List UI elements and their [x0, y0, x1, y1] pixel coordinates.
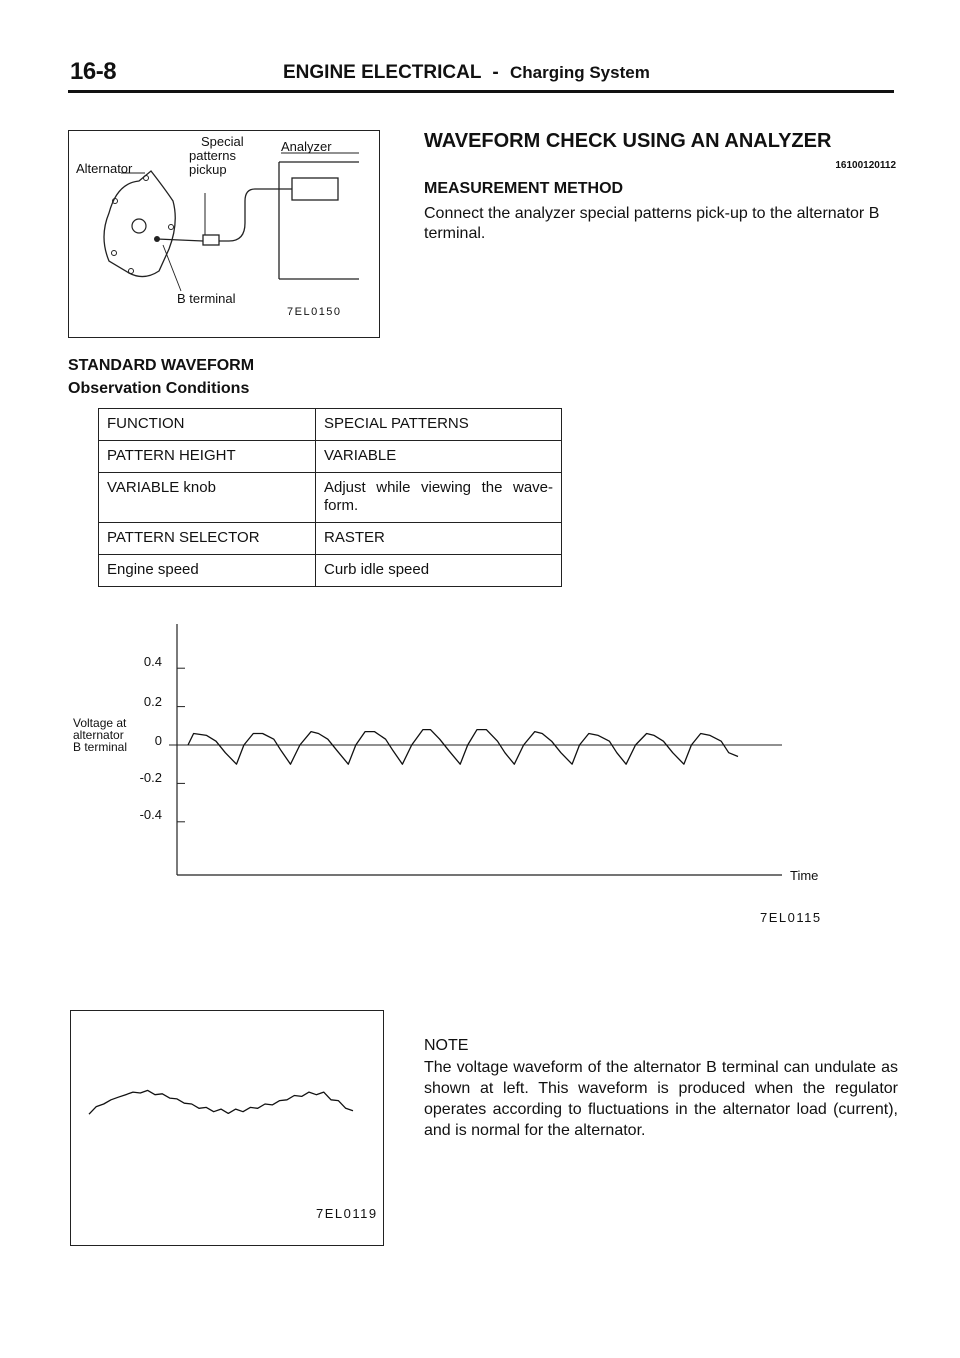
label-b-terminal: B terminal	[177, 291, 236, 306]
y-tick-label: 0.4	[143, 654, 162, 669]
alternator-bolt-2	[169, 225, 174, 230]
y-tick-label: 0.2	[143, 694, 162, 709]
table-cell-param: PATTERN HEIGHT	[99, 441, 316, 473]
section-title	[283, 62, 650, 84]
waveform-series-line	[188, 730, 738, 765]
measurement-method-text: Connect the analyzer special patterns pick-up to the alternator B terminal.	[424, 205, 880, 242]
y-axis-label-line: B terminal	[73, 740, 128, 754]
header-rule	[68, 90, 894, 93]
connection-figure	[68, 130, 380, 338]
table-row	[99, 441, 562, 473]
undulation-figure	[70, 1010, 384, 1246]
alternator-bolt-5	[144, 176, 149, 181]
undulation-series-line	[89, 1090, 353, 1114]
figure-code-2: 7EL0115	[760, 910, 822, 925]
y-axis-label	[73, 717, 127, 753]
document-code: 16100120112	[835, 160, 896, 171]
figure-code-3: 7EL0119	[316, 1206, 378, 1221]
table-cell-param: PATTERN SELECTOR	[99, 523, 316, 555]
analyzer-screen	[292, 178, 338, 200]
waveform-chart	[60, 620, 840, 890]
observation-conditions-title: Observation Conditions	[68, 380, 250, 397]
alternator-pulley	[132, 219, 146, 233]
page-number: 16-8	[70, 58, 117, 85]
note-title: NOTE	[424, 1037, 469, 1054]
label-patterns: patterns	[189, 148, 236, 163]
alternator-body	[104, 171, 175, 277]
table-cell-value: SPECIAL PATTERNS	[316, 409, 562, 441]
conditions-table	[98, 408, 562, 587]
measurement-method-title: MEASUREMENT METHOD	[424, 180, 624, 197]
y-tick-label: 0	[154, 733, 162, 748]
table-cell-value: RASTER	[316, 523, 562, 555]
y-tick-label: -0.2	[139, 770, 162, 785]
alternator-bolt-4	[129, 269, 134, 274]
section-dash: -	[492, 62, 499, 83]
waveform-check-title: WAVEFORM CHECK USING AN ANALYZER	[424, 130, 832, 152]
table-row	[99, 473, 562, 523]
section-name: ENGINE ELECTRICAL	[283, 62, 482, 83]
table-cell-param: VARIABLE knob	[99, 473, 316, 523]
waveform-chart-svg	[60, 620, 840, 890]
label-special: Special	[201, 134, 244, 149]
table-cell-value: VARIABLE	[316, 441, 562, 473]
table-row	[99, 523, 562, 555]
y-tick-label: -0.4	[139, 807, 162, 822]
table-cell-param: Engine speed	[99, 555, 316, 587]
table-cell-value: Curb idle speed	[316, 555, 562, 587]
b-terminal-wire	[157, 239, 203, 241]
y-axis-label-line: Voltage at	[73, 716, 127, 730]
subsection-name: Charging System	[510, 63, 650, 82]
label-analyzer: Analyzer	[281, 139, 332, 154]
table-cell-param: FUNCTION	[99, 409, 316, 441]
table-row	[99, 409, 562, 441]
pickup-cable	[219, 189, 292, 241]
x-axis-label: Time	[790, 868, 819, 883]
b-terminal-leader	[163, 245, 181, 291]
label-pickup: pickup	[189, 162, 227, 177]
label-alternator: Alternator	[76, 161, 133, 176]
figure-code-1: 7EL0150	[287, 306, 342, 318]
y-axis-label-line: alternator	[73, 728, 124, 742]
alternator-bolt-3	[112, 251, 117, 256]
standard-waveform-title: STANDARD WAVEFORM	[68, 357, 255, 374]
table-row	[99, 555, 562, 587]
pickup-clamp	[203, 235, 219, 245]
note-text: The voltage waveform of the alternator B terminal can undulate as shown at left. This waveform is produced when the regulator operates according to fluctuations in the alternator load (current), and is normal for the alternator.	[424, 1059, 898, 1139]
table-cell-value: Adjust while viewing the wave-form.	[316, 473, 562, 523]
